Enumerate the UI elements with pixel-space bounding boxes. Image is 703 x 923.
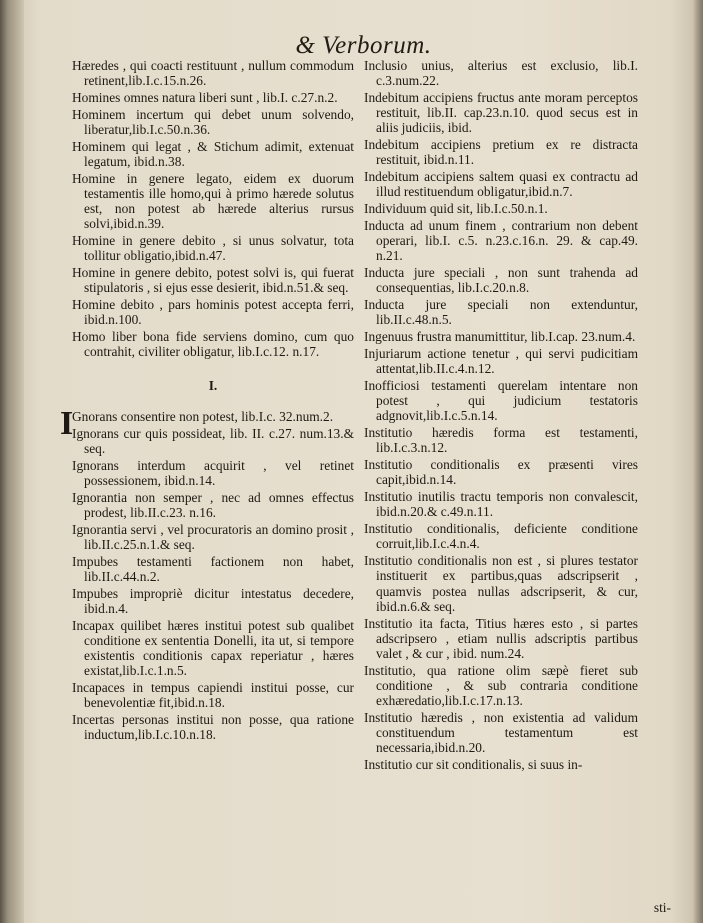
section-letter-heading: I. [208, 377, 218, 393]
index-entry: Indebitum accipiens saltem quasi ex contractu ad illud restituendum obligatur,ibid.n.7. [364, 169, 638, 200]
index-entry: Institutio hæredis , non existentia ad validum constituendum testamentum est necessaria,ibid.n.20. [364, 710, 638, 756]
index-entry: Impubes testamenti factionem non habet, lib.II.c.44.n.2. [72, 553, 354, 584]
index-entry: Institutio hæredis forma est testamenti, lib.I.c.3.n.12. [364, 425, 638, 456]
drop-cap-initial: I [60, 404, 74, 442]
index-entry: Homine in genere debito , si unus solvatur, tota tollitur obligatio,ibid.n.47. [72, 233, 354, 264]
index-entry: Individuum quid sit, lib.I.c.50.n.1. [364, 201, 548, 217]
entries-after-list [72, 426, 354, 743]
left-column [60, 58, 354, 744]
binding-gutter [0, 0, 24, 923]
index-entry: Hæredes , qui coacti restituunt , nullum commodum retinent,lib.I.c.15.n.26. [72, 58, 354, 89]
right-column [364, 58, 638, 774]
index-entry: Institutio, qua ratione olim sæpè fieret sub conditione , & sub contraria conditione exhæredatio,lib.I.c.17.n.13. [364, 662, 638, 709]
index-entry: Inducta ad unum finem , contrarium non debent operari, lib.I. c.5. n.23.c.16.n. 29. & cap.49. n.21. [364, 218, 638, 264]
running-head: & Verborum. [295, 32, 432, 59]
index-entry: Impubes impropriè dicitur intestatus decedere, ibid.n.4. [72, 585, 354, 616]
first-entry-text: Gnorans consentire non potest, lib.I.c. 32.num.2. [72, 408, 334, 424]
index-entry: Institutio ita facta, Titius hæres esto , si partes adscripsero , etiam nullis adscriptis partibus valet , & cur , ibid. num.24. [364, 615, 638, 662]
index-entry: Institutio conditionalis, deficiente conditione corruit,lib.I.c.4.n.4. [364, 521, 638, 552]
index-entry: Institutio inutilis tractu temporis non convalescit, ibid.n.20.& c.49.n.11. [364, 489, 638, 520]
index-entry: Inofficiosi testamenti querelam intentare non potest , qui judicium testatoris adgnovit,lib.I.c.5.n.14. [364, 378, 638, 424]
index-entry: Ignorans interdum acquirit , vel retinet possessionem, ibid.n.14. [72, 457, 354, 488]
index-entry: Homo liber bona fide serviens domino, cum quo contrahit, civiliter obligatur, lib.I.c.12. n.17. [72, 329, 354, 360]
index-entry: Institutio conditionalis ex præsenti vires capit,ibid.n.14. [364, 457, 638, 488]
index-entry: Homine in genere legato, eidem ex duorum testamentis ille homo,qui à primo hærede solutus est, non potest ab hærede alterius rursus solvi,ibid.n.39. [72, 170, 354, 232]
index-entry: Incertas personas institui non posse, qua ratione inductum,lib.I.c.10.n.18. [72, 712, 354, 743]
entries-before-list [72, 58, 354, 360]
index-entry: Injuriarum actione tenetur , qui servi pudicitiam attentat,lib.II.c.4.n.12. [364, 346, 638, 377]
index-entry: Inducta jure speciali non extenduntur, lib.II.c.48.n.5. [364, 297, 638, 328]
index-entry: Inclusio unius, alterius est exclusio, lib.I. c.3.num.22. [364, 58, 638, 89]
index-entry: Institutio conditionalis non est , si plures testator instituerit ex partibus,quas adscripserit , quamvis postea nullas adscripserit, & cur, ibid.n.6.& seq. [364, 553, 638, 614]
index-entry: Ignorantia non semper , nec ad omnes effectus prodest, lib.II.c.23. n.16. [72, 489, 354, 520]
index-entry: Institutio cur sit conditionalis, si suus in- [364, 757, 583, 773]
index-entry: Homines omnes natura liberi sunt , lib.I. c.27.n.2. [72, 90, 338, 105]
index-entry: Homine debito , pars hominis potest accepta ferri, ibid.n.100. [72, 297, 354, 328]
index-entry: Inducta jure speciali , non sunt trahenda ad consequentias, lib.I.c.20.n.8. [364, 265, 638, 296]
index-entry: Ignorans cur quis possideat, lib. II. c.27. num.13.& seq. [72, 425, 354, 456]
index-entry: Ingenuus frustra manumittitur, lib.I.cap. 23.num.4. [364, 329, 636, 345]
index-entry: Ignorantia servi , vel procuratoris an domino prosit , lib.II.c.25.n.1.& seq. [72, 521, 354, 552]
index-entry: Homine in genere debito, potest solvi is, qui fuerat stipulatoris , si ejus esse desierit, ibid.n.51.& seq. [72, 265, 354, 296]
catchword: sti- [653, 900, 671, 915]
index-entry: Indebitum accipiens fructus ante moram perceptos restituit, lib.II. cap.23.n.10. quod secus est in aliis judiciis, ibid. [364, 90, 638, 136]
index-entry: Hominem incertum qui debet unum solvendo, liberatur,lib.I.c.50.n.36. [72, 106, 354, 137]
index-entry: Incapaces in tempus capiendi institui posse, cur benevolentiæ fit,ibid.n.18. [72, 680, 354, 711]
index-entry: Indebitum accipiens pretium ex re distracta restituit, ibid.n.11. [364, 137, 638, 168]
book-page [24, 0, 703, 923]
index-entry: Incapax quilibet hæres institui potest sub qualibet conditione ex sententia Donelli, ita ut, si tempore existentis conditionis capax reperiatur , hæres existat,lib.I.c.1.n.5. [72, 617, 354, 679]
index-entry: Hominem qui legat , & Stichum adimit, extenuat legatum, ibid.n.38. [72, 138, 354, 169]
